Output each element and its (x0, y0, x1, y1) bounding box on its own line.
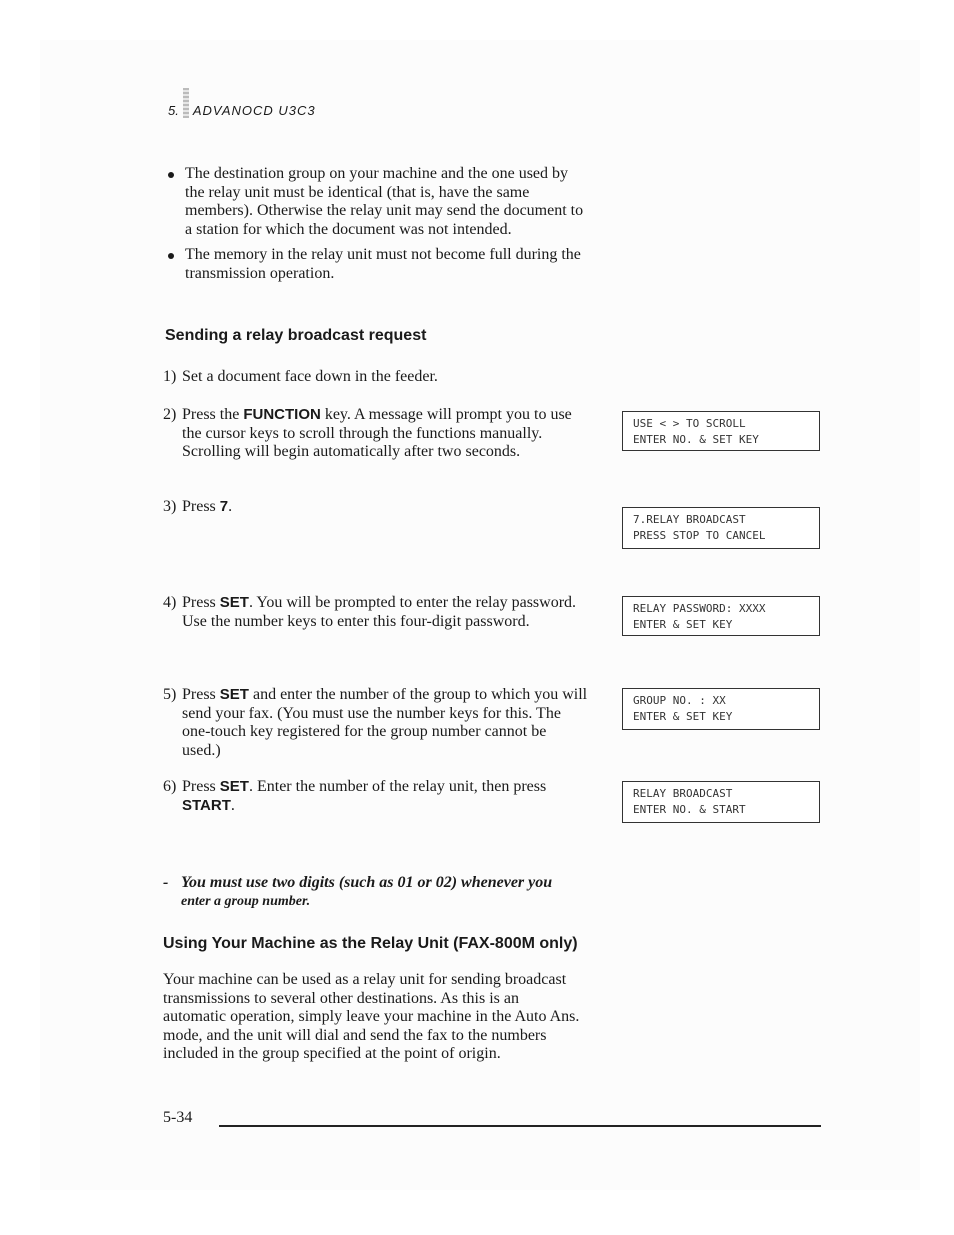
step-text: . Enter the number of the relay unit, then press (248, 778, 547, 795)
step-1 (163, 368, 588, 387)
key-name: SET (219, 686, 249, 703)
page-number: 5-34 (163, 1109, 193, 1126)
key-name: FUNCTION (243, 406, 321, 423)
lcd-display (622, 596, 820, 636)
list-item: The memory in the relay unit must not become full during the transmission operation. (167, 246, 589, 283)
lcd-line: ENTER NO. & SET KEY (633, 433, 759, 446)
step-text: Set a document face down in the feeder. (182, 368, 438, 385)
note-dash: - (163, 874, 169, 891)
key-name: START (182, 796, 231, 814)
step-number: 6) (163, 778, 177, 795)
step-6 (163, 778, 588, 815)
list-item: The destination group on your machine and the one used by the relay unit must be identical (that is, have the same members). Otherwise the relay unit may send the document to a station for which the document was not intended. (167, 165, 589, 239)
step-number: 3) (163, 498, 177, 515)
lcd-line: USE < > TO SCROLL (633, 417, 746, 430)
lcd-display (622, 781, 820, 823)
relay-unit-paragraph: Your machine can be used as a relay unit for sending broadcast transmissions to several other destinations. As this is an automatic operation, simply leave your machine in the Auto Ans. mode, and the unit will dial and send the fax to the numbers included in the group specified at the point of origin. (163, 971, 580, 1062)
note-text: You must use two digits (such as 01 or 02) whenever you (181, 874, 553, 891)
key-name: 7 (219, 498, 229, 515)
step-number: 4) (163, 594, 177, 611)
step-text: . (228, 498, 233, 515)
key-name: SET (219, 594, 249, 611)
step-5 (163, 686, 588, 760)
chapter-tab-marker (183, 88, 189, 118)
lcd-display (622, 507, 820, 549)
step-text: . (230, 796, 235, 814)
step-2 (163, 406, 588, 462)
step-text: Press the (182, 406, 244, 423)
caution-list (167, 165, 589, 290)
step-text: Press (182, 498, 220, 515)
step-text: Press (182, 594, 220, 611)
lcd-line: PRESS STOP TO CANCEL (633, 529, 766, 542)
step-text: and enter the number of the group to which you will send your fax. (You must use the number keys for this. The one-touch key registered for the group number cannot be used.) (182, 686, 588, 759)
section-heading-relay-unit: Using Your Machine as the Relay Unit (FAX-800M only) (163, 935, 578, 952)
step-text: Press (182, 686, 220, 703)
note (163, 873, 593, 911)
section-heading-relay-request: Sending a relay broadcast request (165, 327, 427, 344)
step-text: key. A message will prompt you to use the cursor keys to scroll through the functions manually. Scrolling will begin automatically after two seconds. (182, 406, 572, 460)
step-3 (163, 498, 588, 517)
step-text: Press (182, 778, 220, 795)
lcd-line: RELAY BROADCAST (633, 787, 733, 800)
lcd-display (622, 688, 820, 730)
key-name: SET (219, 778, 249, 795)
lcd-line: ENTER & SET KEY (633, 710, 733, 723)
step-4 (163, 594, 588, 631)
step-number: 2) (163, 406, 177, 423)
lcd-line: 7.RELAY BROADCAST (633, 513, 746, 526)
step-number: 5) (163, 686, 177, 703)
chapter-header (168, 88, 316, 118)
step-number: 1) (163, 368, 177, 385)
chapter-title: ADVANOCD U3C3 (192, 103, 316, 118)
note-text: enter a group number. (181, 894, 311, 909)
lcd-display (622, 411, 820, 451)
lcd-line: ENTER NO. & START (633, 803, 746, 816)
step-text: . You will be prompted to enter the relay password. Use the number keys to enter this four-digit password. (182, 594, 577, 630)
footer-rule (219, 1125, 821, 1127)
lcd-line: GROUP NO. : XX (633, 694, 726, 707)
lcd-line: RELAY PASSWORD: XXXX (633, 602, 766, 615)
lcd-line: ENTER & SET KEY (633, 618, 733, 631)
chapter-number: 5. (168, 103, 179, 118)
